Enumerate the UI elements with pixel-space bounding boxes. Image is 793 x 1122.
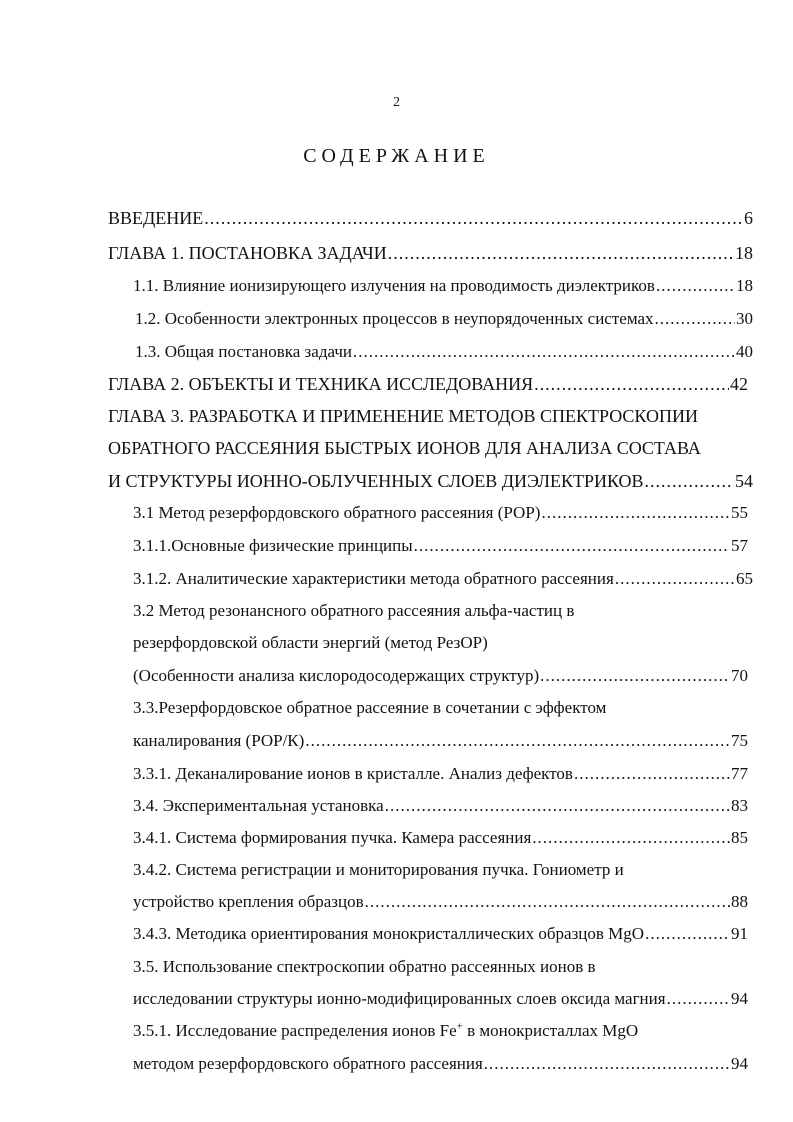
toc-entry-introduction: ВВЕДЕНИЕ ..... 6 (108, 203, 753, 233)
toc-entry-chapter-3-line-2: ОБРАТНОГО РАССЕЯНИЯ БЫСТРЫХ ИОНОВ ДЛЯ АНАЛИЗА СОСТАВА (108, 438, 701, 458)
toc-entry-3-3-line-2: каналирования (РОР/К) ..... 75 (133, 726, 748, 756)
toc-entry-1-1: 1.1. Влияние ионизирующего излучения на проводимость диэлектриков ..... 18 (133, 271, 753, 301)
toc-entry-3-5-1-line-1: 3.5.1. Исследование распределения ионов Fe+ в монокристаллах MgO (133, 1020, 639, 1040)
toc-entry-3-5-1-line-2: методом резерфордовского обратного рассеяния ..... 94 (133, 1049, 748, 1079)
toc-entry-3-1: 3.1 Метод резерфордовского обратного рассеяния (РОР) ..... 55 (133, 498, 748, 528)
toc-entry-3-1-1: 3.1.1.Основные физические принципы ..... 57 (133, 531, 748, 561)
toc-title: СОДЕРЖАНИЕ (303, 145, 490, 167)
toc-entry-3-4-1: 3.4.1. Система формирования пучка. Камера рассеяния ..... 85 (133, 823, 748, 853)
toc-entry-3-4: 3.4. Экспериментальная установка ..... 83 (133, 791, 748, 821)
page-number: 2 (393, 95, 400, 110)
toc-entry-3-1-2: 3.1.2. Аналитические характеристики метода обратного рассеяния ..... 65 (133, 564, 753, 594)
toc-entry-3-2-line-3: (Особенности анализа кислородосодержащих структур) ..... 70 (133, 661, 748, 691)
toc-entry-1-2: 1.2. Особенности электронных процессов в неупорядоченных системах ..... 30 (135, 304, 753, 334)
toc-entry-3-4-2-line-2: устройство крепления образцов ..... 88 (133, 887, 748, 917)
toc-entry-3-4-2-line-1: 3.4.2. Система регистрации и мониторирования пучка. Гониометр и (133, 860, 624, 879)
toc-entry-chapter-2: ГЛАВА 2. ОБЪЕКТЫ И ТЕХНИКА ИССЛЕДОВАНИЯ ..... 42 (108, 369, 748, 399)
toc-entry-3-5-line-2: исследовании структуры ионно-модифицированных слоев оксида магния ..... 94 (133, 984, 748, 1014)
toc-entry-3-2-line-1: 3.2 Метод резонансного обратного рассеяния альфа-частиц в (133, 601, 575, 620)
toc-entry-chapter-1: ГЛАВА 1. ПОСТАНОВКА ЗАДАЧИ ..... 18 (108, 238, 753, 268)
toc-entry-1-3: 1.3. Общая постановка задачи ..... 40 (135, 337, 753, 367)
toc-entry-chapter-3-line-3: И СТРУКТУРЫ ИОННО-ОБЛУЧЕННЫХ СЛОЕВ ДИЭЛЕКТРИКОВ ..... 54 (108, 466, 753, 496)
toc-entry-3-5-line-1: 3.5. Использование спектроскопии обратно рассеянных ионов в (133, 957, 596, 976)
toc-entry-3-3-1: 3.3.1. Деканалирование ионов в кристалле. Анализ дефектов ..... 77 (133, 759, 748, 789)
toc-entry-3-2-line-2: резерфордовской области энергий (метод РезОР) (133, 633, 488, 652)
toc-entry-3-3-line-1: 3.3.Резерфордовское обратное рассеяние в сочетании с эффектом (133, 698, 607, 717)
toc-entry-3-4-3: 3.4.3. Методика ориентирования монокристаллических образцов MgO ..... 91 (133, 919, 748, 949)
toc-entry-chapter-3-line-1: ГЛАВА 3. РАЗРАБОТКА И ПРИМЕНЕНИЕ МЕТОДОВ СПЕКТРОСКОПИИ (108, 406, 698, 426)
